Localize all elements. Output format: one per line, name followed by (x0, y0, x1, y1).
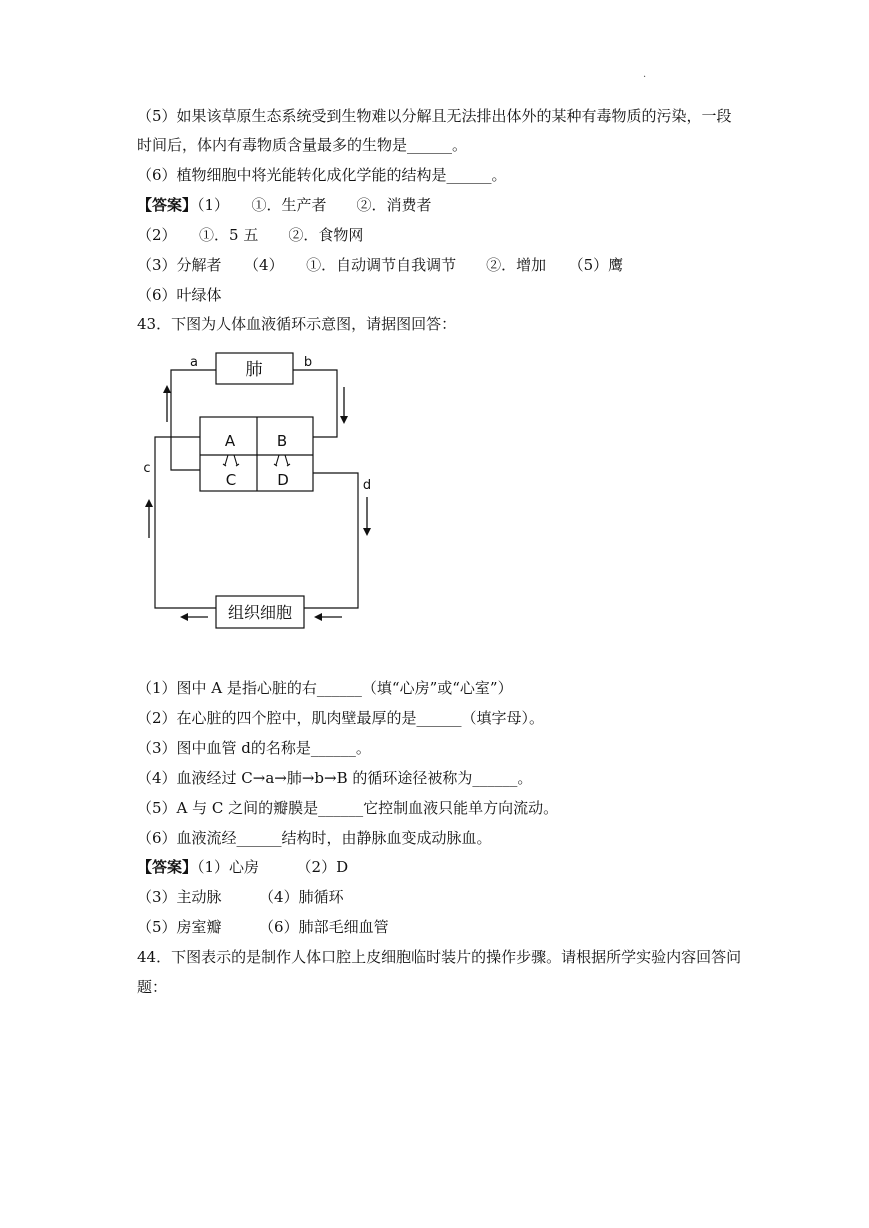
answer-42-line-1 (137, 196, 432, 214)
chamber-C: C (225, 471, 237, 489)
left-valve (223, 455, 239, 466)
blood-circulation-diagram (130, 345, 390, 640)
answer-text: （1）心房 （2）D (197, 858, 349, 876)
vessel-d-label: d (362, 478, 372, 493)
vessel-a-label: a (190, 355, 198, 370)
question-44-line-1: 44．下图表示的是制作人体口腔上皮细胞临时装片的操作步骤。请根据所学实验内容回答问 (137, 948, 742, 966)
right-valve (274, 455, 290, 466)
sub-question-5: （5）A 与 C 之间的瓣膜是______它控制血液只能单方向流动。 (137, 799, 559, 817)
vessel-c-path (155, 437, 216, 608)
question-44-line-2: 题： (137, 978, 168, 996)
answer-42-line-2: （2） ①．5 五 ②．食物网 (137, 226, 364, 244)
answer-label: 【答案】 (137, 196, 198, 214)
question-5-line-1: （5）如果该草原生态系统受到生物难以分解且无法排出体外的某种有毒物质的污染，一段 (137, 107, 732, 125)
vessel-b-path (293, 370, 337, 437)
sub-question-4: （4）血液经过 C→a→肺→b→B 的循环途径被称为______。 (137, 769, 533, 787)
vessel-b-label: b (303, 355, 313, 370)
sub-question-6: （6）血液流经______结构时，由静脉血变成动脉血。 (137, 829, 492, 847)
answer-43-line-1 (137, 858, 348, 876)
page-marker: · (643, 72, 647, 83)
vessel-c-label: c (143, 461, 151, 476)
question-43-title: 43．下图为人体血液循环示意图，请据图回答： (137, 315, 457, 333)
chamber-A: A (224, 432, 236, 450)
answer-text: （1） ①．生产者 ②．消费者 (197, 196, 432, 214)
vessel-d-path (304, 473, 358, 608)
answer-42-line-3: （3）分解者 （4） ①．自动调节自我调节 ②．增加 （5）鹰 (137, 256, 624, 274)
answer-label: 【答案】 (137, 858, 198, 876)
sub-question-3: （3）图中血管 d的名称是______。 (137, 739, 371, 757)
question-5-line-2: 时间后，体内有毒物质含量最多的生物是______。 (137, 136, 468, 154)
question-6: （6）植物细胞中将光能转化成化学能的结构是______。 (137, 166, 507, 184)
answer-43-line-2: （3）主动脉 （4）肺循环 (137, 888, 344, 906)
chamber-D: D (277, 471, 289, 489)
answer-43-line-3: （5）房室瓣 （6）肺部毛细血管 (137, 918, 389, 936)
chamber-B: B (276, 432, 288, 450)
lung-label: 肺 (245, 360, 263, 380)
tissue-label: 组织细胞 (227, 603, 293, 622)
sub-question-2: （2）在心脏的四个腔中，肌肉壁最厚的是______（填字母）。 (137, 709, 545, 727)
answer-42-line-4: （6）叶绿体 (137, 286, 222, 304)
sub-question-1: （1）图中 A 是指心脏的右______（填“心房”或“心室”） (137, 679, 513, 697)
